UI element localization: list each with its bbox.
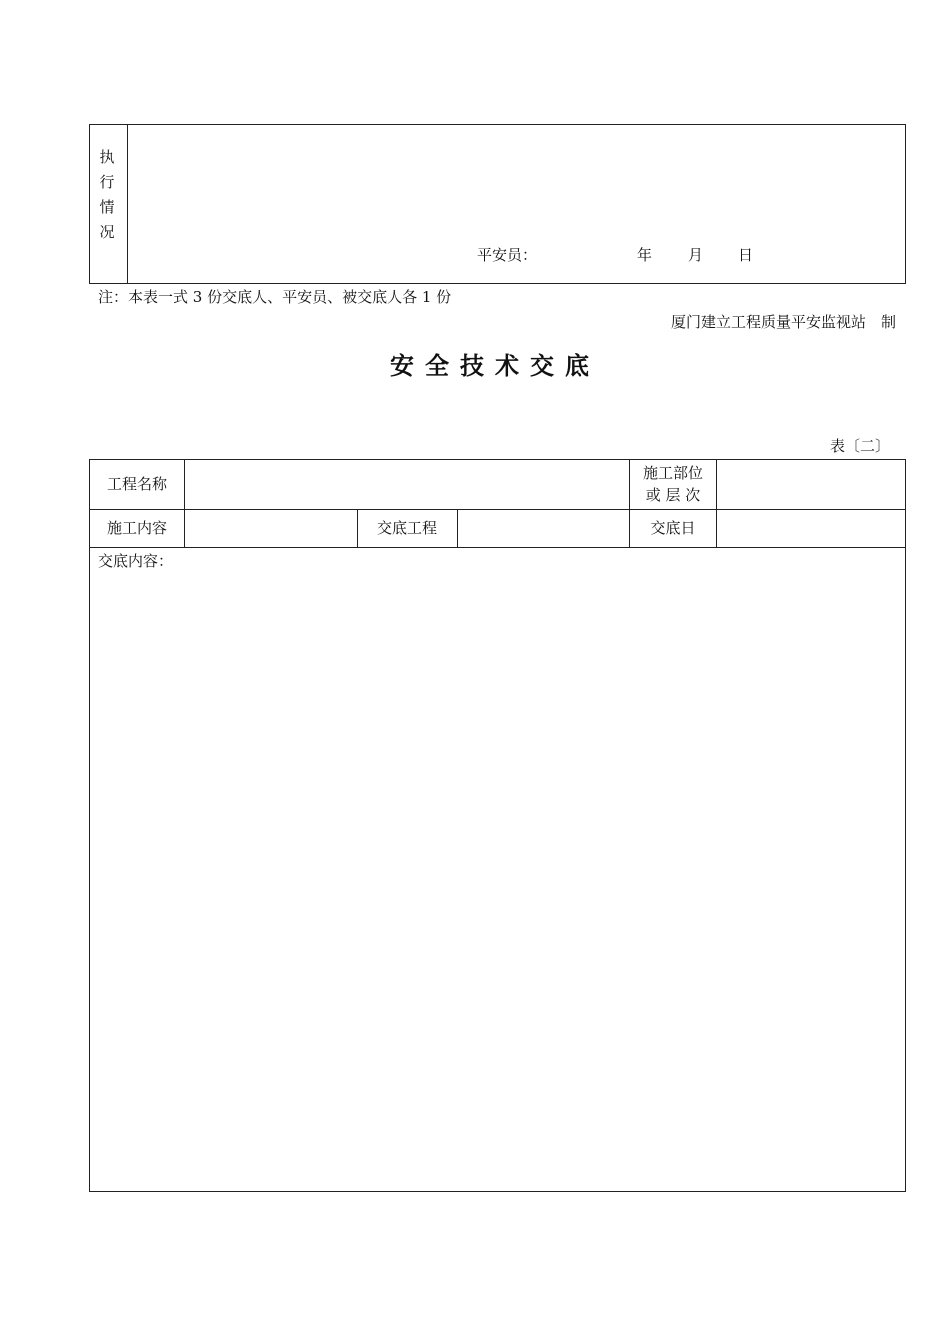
construction-content-field[interactable]	[185, 509, 357, 547]
construction-content-label: 施工内容	[106, 518, 167, 537]
briefing-project-field[interactable]	[457, 509, 629, 547]
location-field[interactable]	[717, 459, 906, 509]
briefing-date-field[interactable]	[717, 509, 906, 547]
year-label: 年	[637, 246, 653, 264]
project-name-label: 工程名称	[106, 474, 167, 493]
day-label: 日	[738, 246, 754, 264]
month-label: 月	[688, 246, 704, 264]
page-title: 安全技术交底	[390, 352, 600, 380]
issuer-line: 厦门建立工程质量平安监视站 制	[670, 313, 896, 331]
execution-divider	[127, 124, 128, 284]
project-name-field[interactable]	[185, 459, 629, 509]
briefing-content-area[interactable]	[95, 575, 900, 1185]
briefing-date-label: 交底日	[650, 518, 696, 537]
execution-label: 执 行 情 况	[99, 148, 115, 241]
safety-officer-label: 平安员：	[477, 246, 538, 264]
form-note: 注：本表一式 3 份交底人、平安员、被交底人各 1 份	[98, 288, 452, 306]
briefing-project-label: 交底工程	[376, 518, 437, 537]
safety-officer-signature-field[interactable]	[540, 244, 630, 266]
briefing-content-label: 交底内容：	[98, 552, 174, 570]
table-number: 表〔二〕	[829, 437, 890, 455]
row-divider-2	[89, 547, 906, 548]
location-label: 施工部位 或 层 次	[642, 463, 703, 504]
